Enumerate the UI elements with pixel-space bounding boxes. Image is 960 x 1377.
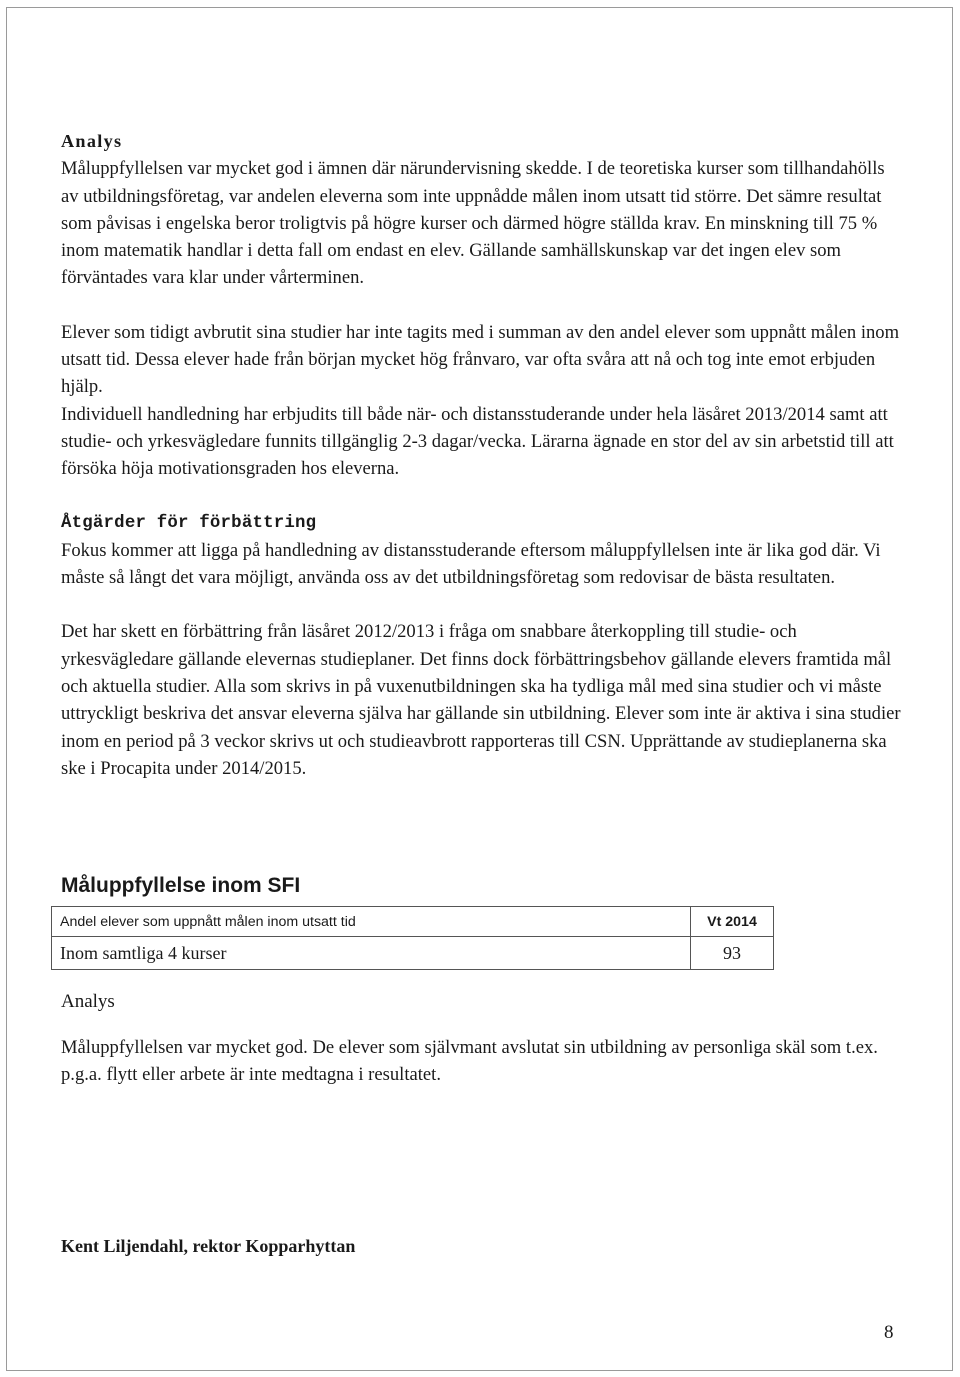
atgarder-paragraph-2: Det har skett en förbättring från läsåret 2012/2013 i fråga om snabbare återkoppling till studie- och yrkesvägledare gällande elevernas studieplaner. Det finns dock förbättringsbehov gällande elevers framtida mål och aktuella studier. Alla som skrivs in på vuxenutbildningen ska ha tydliga mål med sina studier och vi måste uttryckligt beskriva det ansvar eleverna själva har gällande sin utbildning. Elever som inte är aktiva i sina studier inom en period på 3 veckor skrivs ut och studieavbrott rapporteras till CSN. Upprättande av studieplanerna ska ske i Procapita under 2014/2015. [61,621,901,779]
table-header-cell: Andel elever som uppnått målen inom utsatt tid [52,907,691,937]
table-cell: Inom samtliga 4 kurser [52,937,691,970]
sfi-analys [61,988,901,1107]
signature: Kent Liljendahl, rektor Kopparhyttan [61,1236,356,1256]
analys-heading: Analys [61,131,123,151]
atgarder-heading: Åtgärder för förbättring [61,513,317,533]
sfi-title: Måluppfyllelse inom SFI [61,874,301,897]
sfi-analys-text: Måluppfyllelsen var mycket god. De elever som självmant avslutat sin utbildning av personliga skäl som t.ex. p.g.a. flytt eller arbete är inte medtagna i resultatet. [61,1036,878,1086]
page-number: 8 [884,1322,894,1343]
analys-paragraph-3: Individuell handledning har erbjudits till både när- och distansstuderande under hela läsåret 2013/2014 samt att studie- och yrkesvägledare funnits tillgänglig 2-3 dagar/vecka. Lärarna ägnade en stor del av sin arbetstid till att försöka höja motivationsgraden hos eleverna. [61,403,894,480]
table-header-cell: Vt 2014 [691,907,774,937]
table-cell: 93 [691,937,774,970]
analys-paragraph-2: Elever som tidigt avbrutit sina studier har inte tagits med i summan av den andel elever som uppnått målen inom utsatt tid. Dessa elever hade från början mycket hög frånvaro, var ofta svåra att nå och tog inte emot erbjuden hjälp. [61,321,900,398]
sfi-analys-heading: Analys [61,991,115,1012]
main-content [61,128,901,782]
sfi-table [51,906,774,970]
atgarder-paragraph-1: Fokus kommer att ligga på handledning av distansstuderande eftersom måluppfyllelsen inte är lika god där. Vi måste så långt det vara möjligt, använda oss av det utbildningsföretag som redovisar de bästa resultaten. [61,539,881,589]
table-header-row [52,907,774,937]
analys-paragraph-1: Måluppfyllelsen var mycket god i ämnen där närundervisning skedde. I de teoretiska kurser som tillhandahölls av utbildningsföretag, var andelen eleverna som inte uppnådde målen inom utsatt tid större. Det sämre resultat som påvisas i engelska beror troligtvis på högre kurser och därmed högre ställda krav. En minskning till 75 % inom matematik handlar i detta fall om endast en elev. Gällande samhällskunskap var det ingen elev som förväntades vara klar under vårterminen. [61,158,885,289]
table-row [52,937,774,970]
